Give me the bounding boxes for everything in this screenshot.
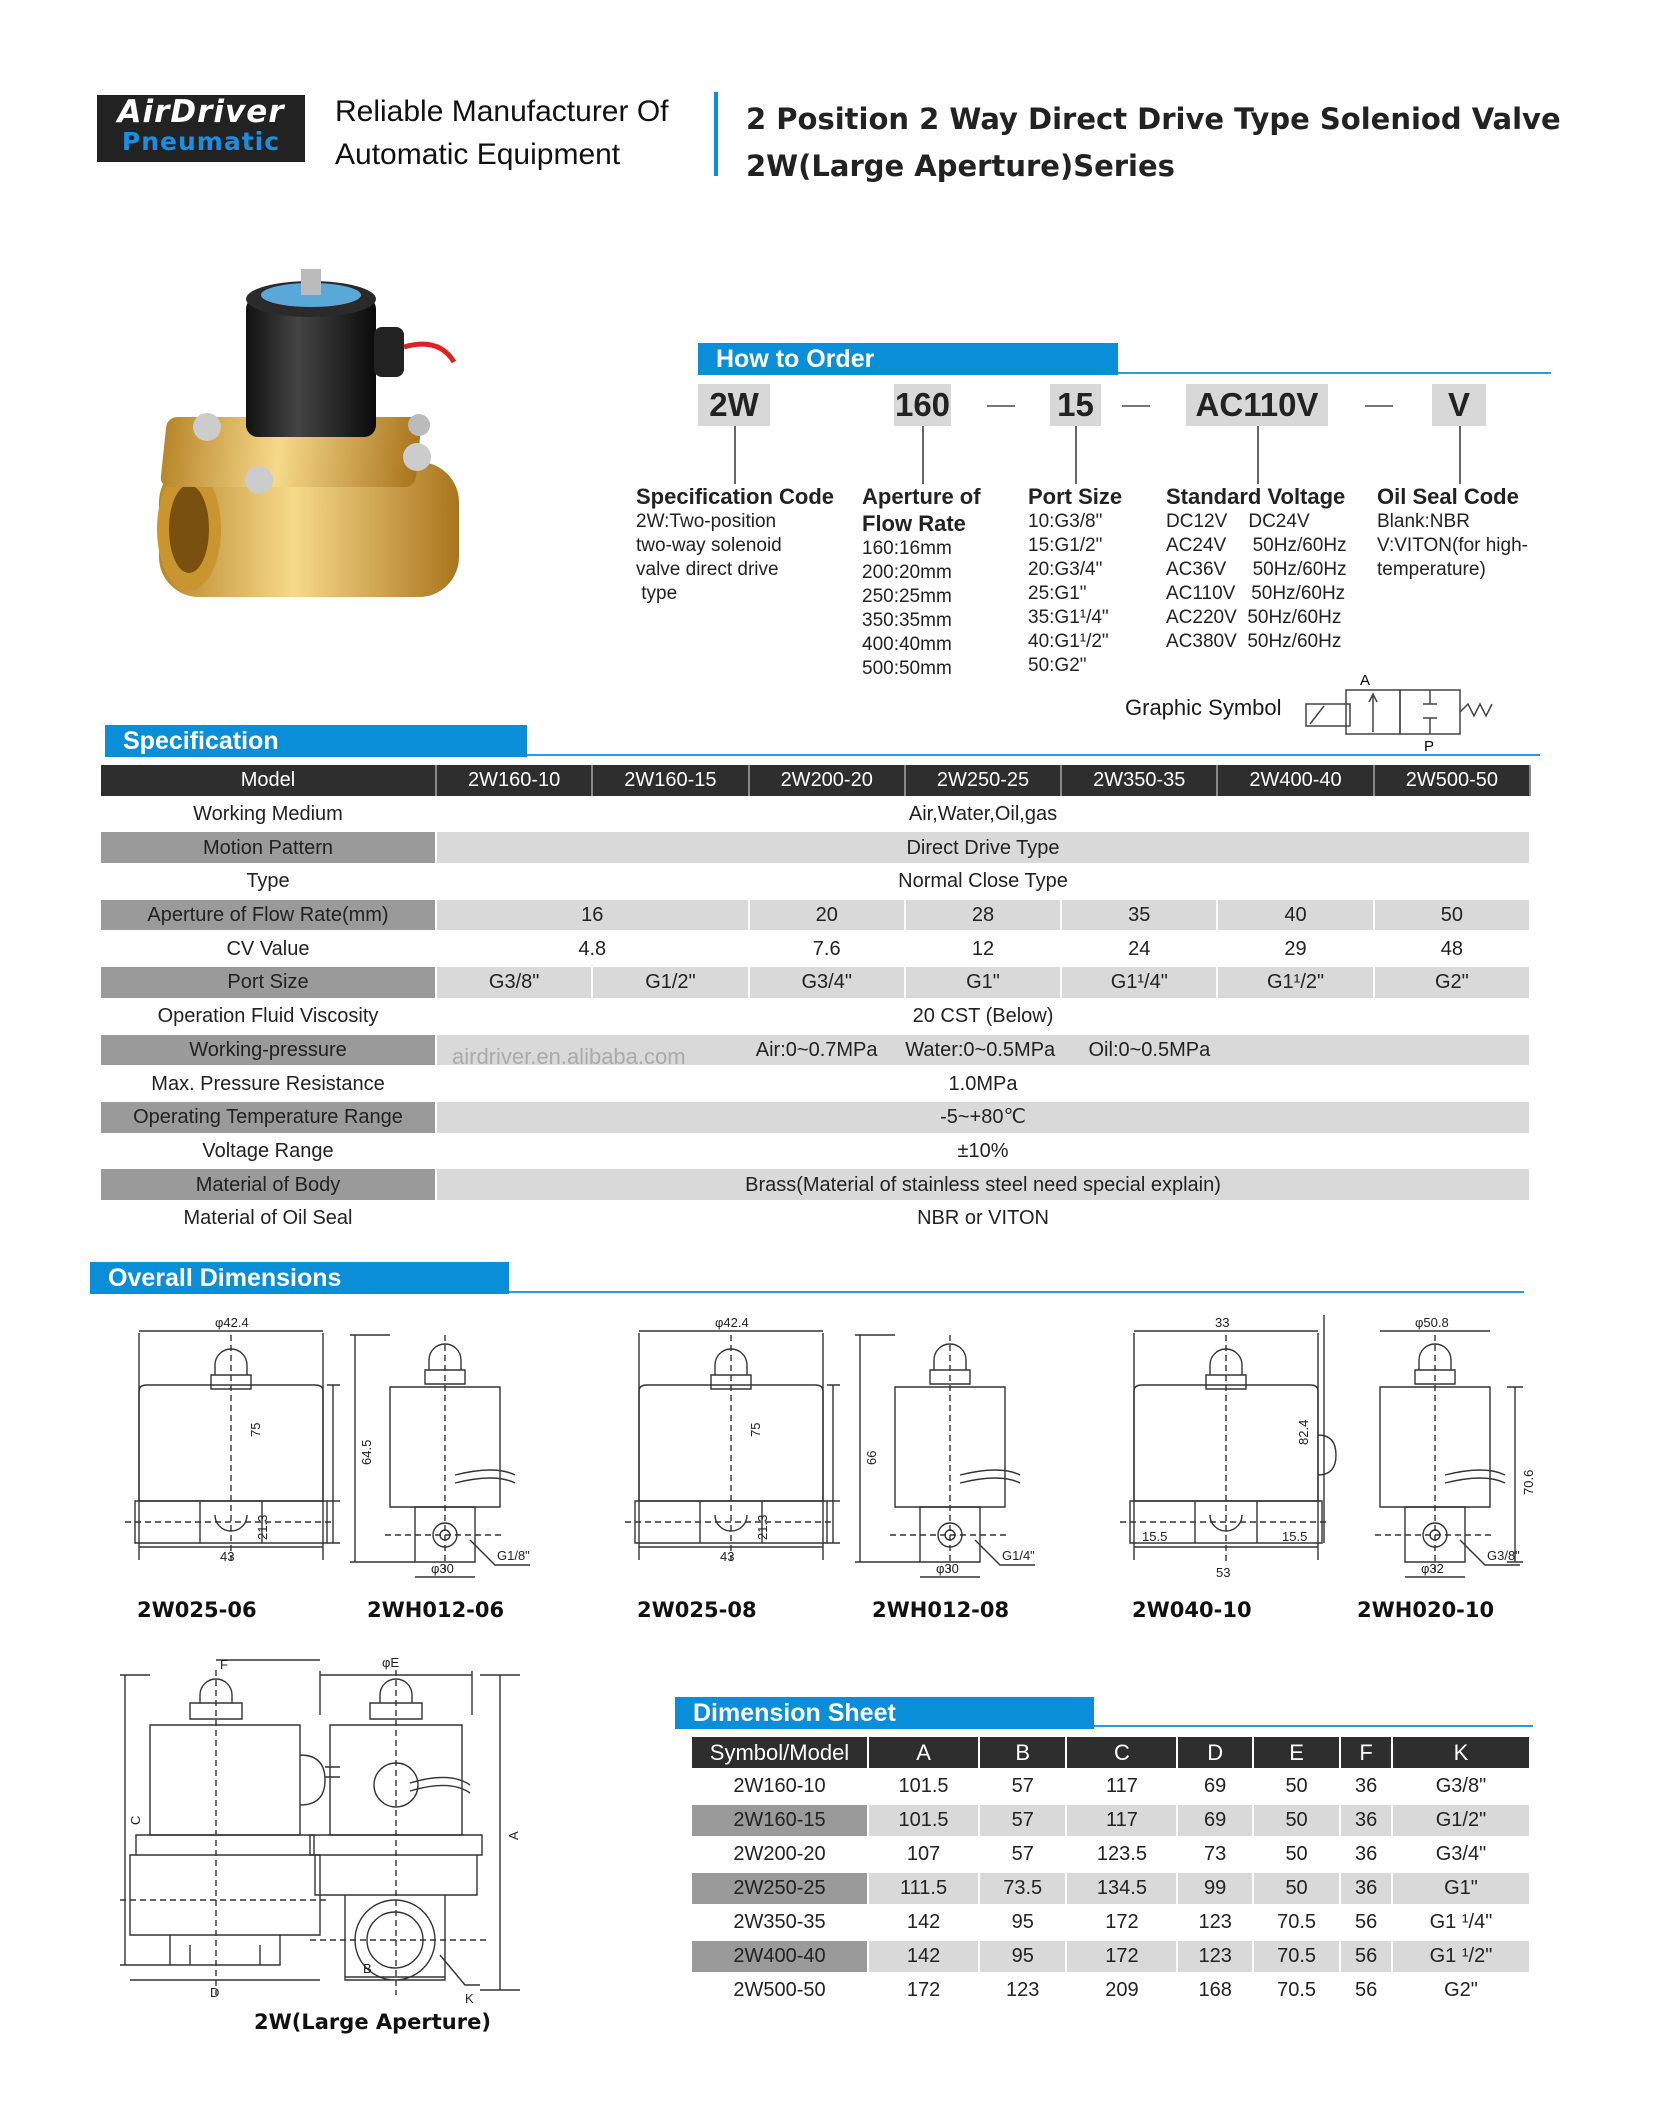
table-cell: 99 [1177,1872,1252,1906]
order-option: AC220V 50Hz/60Hz [1166,607,1342,628]
row-label: Operating Temperature Range [101,1100,436,1134]
table-cell: G1¹/2" [1217,966,1373,1000]
dimension-label: φ32 [1421,1561,1444,1576]
table-cell: G3/8" [1392,1770,1530,1804]
header-cell: 2W160-15 [592,765,748,797]
order-option: 350:35mm [862,610,952,631]
order-option: type [636,583,678,604]
order-column-heading: Oil Seal Code [1377,484,1519,509]
watermark: airdriver.en.alibaba.com [452,1044,686,1069]
header-cell: K [1392,1737,1530,1770]
code-seal: V [1432,384,1486,426]
table-cell: G3/4" [1392,1838,1530,1872]
dimension-sheet-header: Dimension Sheet [675,1697,1094,1729]
drawing-model-label: 2W040-10 [1132,1598,1252,1622]
order-option: valve direct drive [636,559,779,580]
dimension-label: 75 [748,1422,763,1437]
header-cell: Symbol/Model [692,1737,868,1770]
drawing-line [639,1385,823,1501]
table-cell: 142 [868,1906,979,1940]
table-row [692,1906,1530,1940]
large-aperture-drawing [120,1655,630,2005]
table-row [101,797,1530,831]
table-cell: 209 [1066,1974,1177,2008]
code-voltage: AC110V [1186,384,1328,426]
drawing-model-label: 2WH020-10 [1357,1598,1495,1622]
table-row [692,1974,1530,2008]
order-option: 160:16mm [862,538,952,559]
table-cell: 111.5 [868,1872,979,1906]
overall-dimensions-header: Overall Dimensions [90,1262,509,1294]
drawing-line [310,1835,482,1980]
table-cell: 50 [1253,1770,1340,1804]
row-label: Motion Pattern [101,831,436,865]
dimension-label: 66 [864,1450,879,1465]
dimension-label: 75 [248,1422,263,1437]
leader-line [922,426,924,484]
table-cell: 70.5 [1253,1906,1340,1940]
order-option: V:VITON(for high- [1377,535,1528,556]
tagline-line2: Automatic Equipment [335,138,621,171]
specification-table [101,765,1531,1237]
table-cell: 48 [1374,932,1530,966]
table-row [101,898,1530,932]
header-cell: B [979,1737,1066,1770]
graphic-symbol-icon [1300,668,1550,754]
table-cell: 36 [1340,1770,1392,1804]
table-row [101,1168,1530,1202]
order-column-heading: Standard Voltage [1166,484,1346,509]
dimension-label: φ30 [431,1561,454,1576]
row-label: Aperture of Flow Rate(mm) [101,898,436,932]
table-cell: 107 [868,1838,979,1872]
dimension-label: G1/8" [497,1548,530,1563]
dimension-label: 53 [1216,1565,1231,1580]
section-rule [509,1291,1524,1293]
table-cell: -5~+80℃ [436,1100,1530,1134]
header-cell: 2W400-40 [1217,765,1373,797]
row-label: Port Size [101,966,436,1000]
code-port: 15 [1050,384,1101,426]
table-cell: 20 CST (Below) [436,999,1530,1033]
dimension-label: 43 [720,1549,735,1564]
order-option: 500:50mm [862,658,952,679]
table-cell: G2" [1374,966,1530,1000]
table-cell: 95 [979,1940,1066,1974]
section-rule [527,754,1540,756]
drawing-line [890,1335,1010,1575]
table-cell: 36 [1340,1872,1392,1906]
dimension-label: F [220,1657,228,1672]
port-a-label: A [1360,672,1371,689]
dimension-label: φ30 [936,1561,959,1576]
row-label: Working Medium [101,797,436,831]
row-label: 2W500-50 [692,1974,868,2008]
dimension-label: D [210,1985,220,2000]
header-divider [714,92,718,176]
dimension-label: 21.3 [755,1514,770,1540]
table-cell: 172 [1066,1906,1177,1940]
order-option: AC110V 50Hz/60Hz [1166,583,1346,604]
row-label: 2W200-20 [692,1838,868,1872]
header-cell: Model [101,765,436,797]
table-cell: 16 [436,898,749,932]
how-to-order-header: How to Order [698,343,1118,375]
order-option: 2W:Two-position [636,511,777,532]
tagline-line1: Reliable Manufacturer Of [335,95,669,128]
table-cell: 50 [1253,1838,1340,1872]
header-cell: 2W200-20 [749,765,905,797]
table-cell: 57 [979,1838,1066,1872]
row-label: Material of Body [101,1168,436,1202]
leader-line [1459,426,1461,484]
table-row [101,1201,1530,1235]
table-cell: 20 [749,898,905,932]
drawing-model-label: 2W025-08 [637,1598,757,1622]
table-cell: 123 [979,1974,1066,2008]
table-cell: 50 [1374,898,1530,932]
table-cell: 101.5 [868,1770,979,1804]
table-cell: 73.5 [979,1872,1066,1906]
table-cell: 172 [868,1974,979,2008]
order-option: two-way solenoid [636,535,782,556]
table-cell: Normal Close Type [436,865,1530,899]
table-row [692,1770,1530,1804]
dimension-label: G1/4" [1002,1548,1035,1563]
table-cell: G2" [1392,1974,1530,2008]
dimension-label: φ42.4 [215,1315,249,1330]
dimension-label: G3/8" [1487,1548,1520,1563]
leader-line [1257,426,1259,484]
order-option: 40:G1¹/2" [1028,631,1109,652]
table-cell: 50 [1253,1872,1340,1906]
table-row [101,831,1530,865]
row-label: 2W160-10 [692,1770,868,1804]
dimension-label: B [363,1961,372,1976]
dimension-label: φ42.4 [715,1315,749,1330]
row-label: Type [101,865,436,899]
dimension-label: φE [382,1655,400,1670]
table-cell: 56 [1340,1974,1392,2008]
page-title [746,96,1561,190]
drawing-line [385,1335,505,1575]
order-column-heading: Specification Code [636,484,835,509]
header-cell: D [1177,1737,1252,1770]
table-cell: G1/2" [1392,1804,1530,1838]
table-cell: 7.6 [749,932,905,966]
table-header-row [692,1737,1530,1770]
large-aperture-label: 2W(Large Aperture) [254,2010,491,2034]
dimension-label: 15.5 [1142,1529,1168,1544]
table-cell: 123 [1177,1940,1252,1974]
table-cell: Air:0~0.7MPa Water:0~0.5MPa Oil:0~0.5MPa [436,1033,1530,1067]
table-cell: 36 [1340,1838,1392,1872]
header-cell: C [1066,1737,1177,1770]
order-column-heading: Aperture of Flow Rate [862,484,981,536]
table-row [101,966,1530,1000]
dimension-label: 64.5 [359,1439,374,1465]
graphic-symbol-label: Graphic Symbol [1125,695,1282,720]
leader-line [1075,426,1077,484]
table-row [101,932,1530,966]
order-option: DC12V DC24V [1166,511,1310,532]
table-cell: 57 [979,1804,1066,1838]
drawing-line [150,1725,340,1835]
table-cell: G1¹/4" [1061,966,1217,1000]
order-option: 200:20mm [862,562,952,583]
dimension-drawing [1110,1315,1340,1585]
order-column [1377,483,1528,582]
table-cell: G1" [1392,1872,1530,1906]
valve-product-image [149,257,479,627]
order-column [1166,483,1347,654]
table-cell: 117 [1066,1804,1177,1838]
row-label: Operation Fluid Viscosity [101,999,436,1033]
dimension-sheet-table [692,1737,1531,2009]
table-cell: 12 [905,932,1061,966]
table-cell: G1" [905,966,1061,1000]
order-option: AC36V 50Hz/60Hz [1166,559,1347,580]
header-cell: A [868,1737,979,1770]
table-cell: 69 [1177,1804,1252,1838]
order-option: AC380V 50Hz/60Hz [1166,631,1342,652]
table-cell: G1/2" [592,966,748,1000]
header-cell: 2W160-10 [436,765,592,797]
order-option: 15:G1/2" [1028,535,1103,556]
header-cell: E [1253,1737,1340,1770]
table-header-row [101,765,1530,797]
order-option: temperature) [1377,559,1486,580]
table-cell: 70.5 [1253,1974,1340,2008]
drawing-line [139,1385,323,1501]
table-cell: 123.5 [1066,1838,1177,1872]
table-row [692,1940,1530,1974]
header-cell: 2W500-50 [1374,765,1530,797]
table-row [692,1872,1530,1906]
dimension-drawing [1335,1315,1565,1585]
dimension-drawing [850,1315,1080,1585]
table-cell: G1 ¹/4" [1392,1906,1530,1940]
dimension-label: 33 [1215,1315,1230,1330]
code-series: 2W [698,384,770,426]
dimension-label: A [506,1831,521,1840]
order-option: 50:G2" [1028,655,1087,676]
table-cell: G3/8" [436,966,592,1000]
table-cell: 29 [1217,932,1373,966]
dimension-label: K [465,1991,474,2005]
table-cell: 36 [1340,1804,1392,1838]
table-row [101,1100,1530,1134]
order-option: 25:G1" [1028,583,1087,604]
order-option: 35:G1¹/4" [1028,607,1109,628]
row-label: 2W400-40 [692,1940,868,1974]
table-cell: 57 [979,1770,1066,1804]
table-row [101,999,1530,1033]
row-label: Voltage Range [101,1134,436,1168]
order-column-heading: Port Size [1028,484,1123,509]
dimension-label: 70.6 [1521,1469,1536,1495]
specification-header: Specification [105,725,527,757]
table-cell: 70.5 [1253,1940,1340,1974]
table-cell: 56 [1340,1940,1392,1974]
order-option: 400:40mm [862,634,952,655]
dash-separator [1122,405,1150,407]
table-cell: 50 [1253,1804,1340,1838]
drawing-line [827,1385,840,1543]
dimension-drawing [115,1315,345,1585]
table-cell: ±10% [436,1134,1530,1168]
dimension-drawing [615,1315,845,1585]
section-rule [1094,1725,1533,1727]
table-cell: Brass(Material of stainless steel need special explain) [436,1168,1530,1202]
header-cell: 2W350-35 [1061,765,1217,797]
table-cell: 117 [1066,1770,1177,1804]
table-cell: NBR or VITON [436,1201,1530,1235]
row-label: 2W250-25 [692,1872,868,1906]
dimension-label: 82.4 [1296,1419,1311,1445]
row-label: Max. Pressure Resistance [101,1067,436,1101]
table-row [101,1067,1530,1101]
table-cell: 1.0MPa [436,1067,1530,1101]
table-cell: 56 [1340,1906,1392,1940]
dimension-label: φ50.8 [1415,1315,1449,1330]
dash-separator [987,405,1015,407]
table-cell: 142 [868,1940,979,1974]
logo-line2: Pneumatic [121,127,281,156]
drawing-model-label: 2WH012-08 [872,1598,1010,1622]
order-option: 250:25mm [862,586,952,607]
drawing-line [1375,1335,1495,1575]
table-cell: Direct Drive Type [436,831,1530,865]
order-column [1028,483,1122,678]
order-option: 20:G3/4" [1028,559,1103,580]
dimension-label: 15.5 [1282,1529,1308,1544]
dimension-label: C [128,1815,143,1825]
table-cell: 28 [905,898,1061,932]
table-row [692,1838,1530,1872]
table-cell: 69 [1177,1770,1252,1804]
table-cell: 24 [1061,932,1217,966]
title-line2: 2W(Large Aperture)Series [746,149,1175,183]
header-cell: 2W250-25 [905,765,1061,797]
table-cell: G1 ¹/2" [1392,1940,1530,1974]
logo-line1: AirDriver [117,94,285,130]
order-column [862,483,981,681]
row-label: Working-pressure [101,1033,436,1067]
title-line1: 2 Position 2 Way Direct Drive Type Soleniod Valve [746,102,1561,136]
port-p-label: P [1424,738,1435,754]
table-cell: 123 [1177,1906,1252,1940]
table-cell: 101.5 [868,1804,979,1838]
table-cell: 172 [1066,1940,1177,1974]
table-cell: 73 [1177,1838,1252,1872]
table-cell: Air,Water,Oil,gas [436,797,1530,831]
order-column [636,483,834,606]
table-row [692,1804,1530,1838]
drawing-line [327,1385,340,1543]
order-option: Blank:NBR [1377,511,1470,532]
row-label: Material of Oil Seal [101,1201,436,1235]
dimension-label: 43 [220,1549,235,1564]
table-row [101,865,1530,899]
header-cell: F [1340,1737,1392,1770]
code-aperture: 160 [894,384,951,426]
table-cell: 134.5 [1066,1872,1177,1906]
drawing-model-label: 2W025-06 [137,1598,257,1622]
dimension-label: 21.3 [255,1514,270,1540]
row-label: 2W160-15 [692,1804,868,1838]
table-row [101,1134,1530,1168]
table-cell: G3/4" [749,966,905,1000]
row-label: 2W350-35 [692,1906,868,1940]
drawing-line [330,1725,470,1835]
dimension-drawing [345,1315,575,1585]
brand-logo [97,95,305,162]
drawing-line [1134,1385,1318,1501]
table-cell: 35 [1061,898,1217,932]
dash-separator [1365,405,1393,407]
table-cell: 168 [1177,1974,1252,2008]
order-option: 10:G3/8" [1028,511,1103,532]
table-cell: 40 [1217,898,1373,932]
leader-line [734,426,736,484]
table-row [101,1033,1530,1067]
order-option: AC24V 50Hz/60Hz [1166,535,1347,556]
drawing-line [1318,1315,1336,1543]
table-cell: 4.8 [436,932,749,966]
tagline [335,90,669,176]
section-rule [1118,372,1551,374]
table-cell: 95 [979,1906,1066,1940]
drawing-model-label: 2WH012-06 [367,1598,505,1622]
row-label: CV Value [101,932,436,966]
